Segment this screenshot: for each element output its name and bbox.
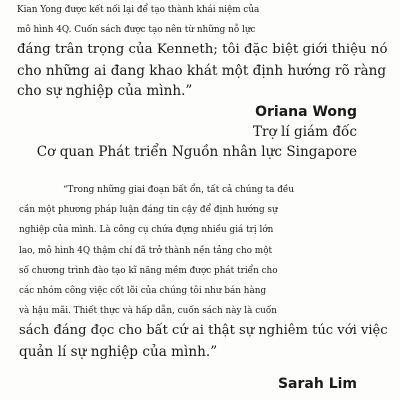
author-title: Trợ lí giám đốc xyxy=(252,124,357,141)
quote-line: mô hình 4Q. Cuốn sách được tạo nên từ những nỗ lực xyxy=(17,25,256,36)
testimonial-quote-1 xyxy=(17,0,387,101)
author-organization: Cơ quan Phát triển Nguồn nhân lực Singapore xyxy=(36,144,357,161)
quote-line: cần một phương pháp luận đáng tin cậy để định hướng sự xyxy=(19,205,278,216)
author-name: Sarah Lim xyxy=(277,376,357,392)
quote-line: các nhóm công việc cốt lõi của chúng tôi như bán hàng xyxy=(19,286,267,297)
testimonial-quote-2 xyxy=(19,180,388,362)
quote-line: lao, mô hình 4Q thậm chí đã trở thành nền tảng cho một xyxy=(19,245,273,256)
testimonial-attribution-1 xyxy=(37,102,357,163)
quote-line: quản lí sự nghiệp của mình.” xyxy=(19,343,218,360)
quote-line: cho sự nghiệp của mình.” xyxy=(17,82,193,99)
quote-line: sách đáng đọc cho bất cứ ai thật sự nghiêm túc với việc xyxy=(19,323,388,339)
quote-line: số chương trình đào tạo kĩ năng mềm được phát triển cho xyxy=(19,265,278,276)
quote-line: cho những ai đang khao khát một định hướng rõ ràng xyxy=(17,62,387,79)
quote-line: và hậu mãi. Thiết thực và hấp dẫn, cuốn sách này là cuốn xyxy=(19,306,277,317)
author-name: Oriana Wong xyxy=(255,104,357,120)
quote-line: Kian Yong được kết nối lại để tạo thành khái niệm của xyxy=(17,5,260,15)
quote-line: đáng trân trọng của Kenneth; tôi đặc biệt giới thiệu nó xyxy=(17,42,388,58)
quote-line: nghiệp của mình. Là công cụ chứa đựng nhiều giá trị lớn xyxy=(19,225,274,236)
quote-line: “Trong những giai đoạn bất ổn, tất cả chúng ta đều xyxy=(63,185,295,195)
